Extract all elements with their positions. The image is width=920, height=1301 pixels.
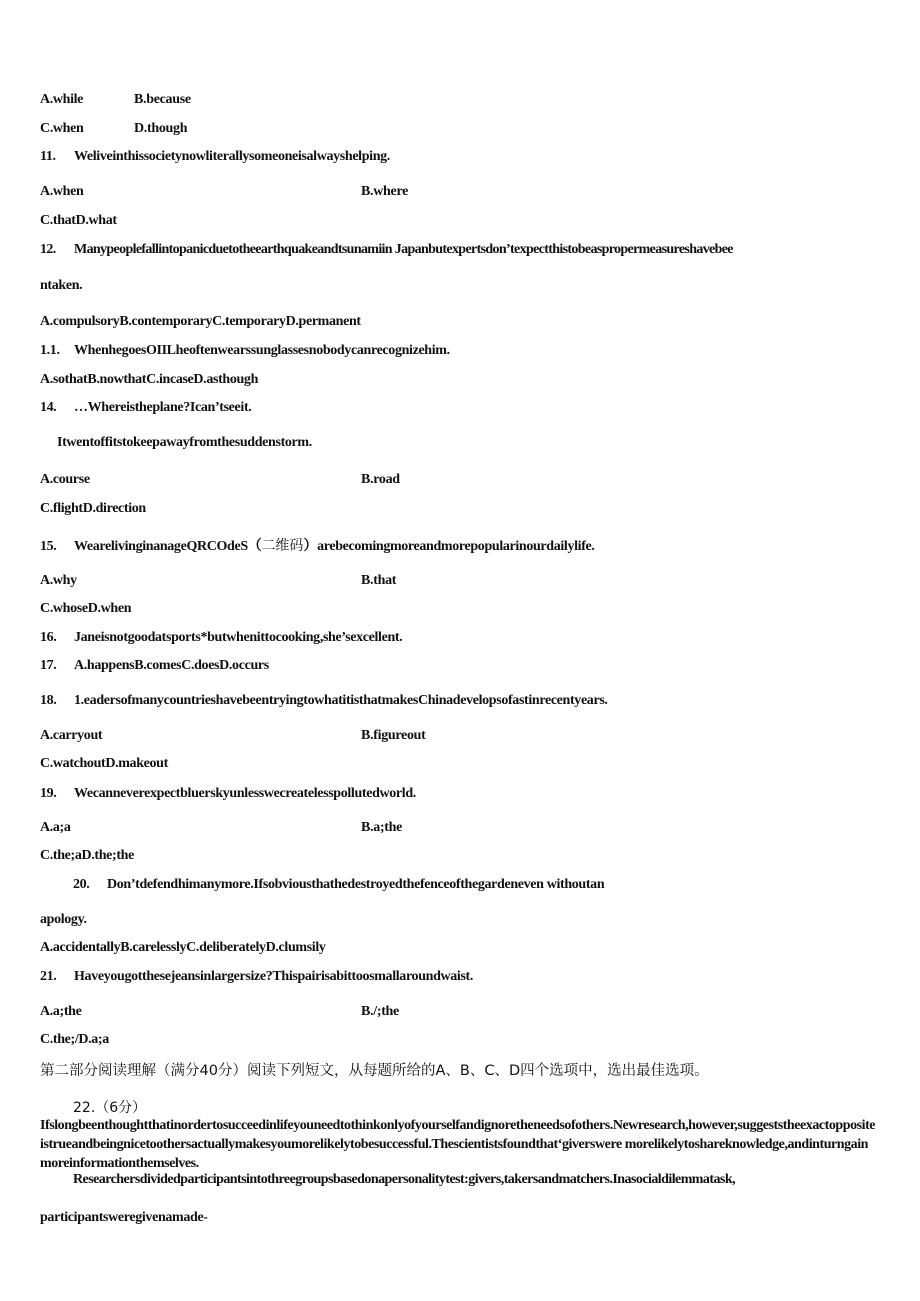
passage-number: 22.（6分）: [73, 1100, 147, 1116]
q12-options: A.compulsoryB.contemporaryC.temporaryD.permanent: [40, 314, 361, 329]
q11-text: Weliveinthissocietynowliterallysomeoneisalwayshelping.: [74, 149, 390, 164]
q15-option-a: A.why: [40, 573, 77, 588]
passage-paragraph-1: Ifslongbeenthoughtthatinordertosucceedinlifeyouneedtothinkonlyofyourselfandignoretheneedsofothers.Newresearch,however,suggeststheexactoppositeistrueandbeingnicetoothersactuallymakesyoumorelikelytobesuccessful.Thescientistsfoundthat‘giverswere morelikelytoshareknowledge,andinturngainmoreinformationthemselves.: [40, 1118, 876, 1171]
q18-text: 1.eadersofmanycountrieshavebeentryingtowhatitisthatmakesChinadevelopsofastinrecentyears.: [74, 693, 608, 708]
q18-option-a: A.carryout: [40, 728, 103, 743]
q11-number: 11.: [40, 149, 56, 164]
q15-text-pre: WearelivinginanageQRCOdeS（: [74, 539, 262, 554]
q20-text-line2: apology.: [40, 912, 87, 927]
q12-text-line1: Manypeoplefallintopanicduetotheearthquakeandtsunamiin Japanbutexpertsdon’texpectthistobeaspropermeasureshavebee: [74, 242, 733, 257]
q13-number: 1.1.: [40, 343, 60, 358]
q19-option-a: A.a;a: [40, 820, 71, 835]
q21-number: 21.: [40, 969, 57, 984]
q16-question: [40, 630, 402, 646]
q19-number: 19.: [40, 786, 57, 801]
q16-number: 16.: [40, 630, 57, 645]
q12-number: 12.: [40, 242, 56, 257]
q21-options-cd: C.the;/D.a;a: [40, 1032, 109, 1047]
q15-text-post: ）arebecomingmoreandmorepopularinourdailylife.: [303, 539, 595, 554]
q10-option-a: A.while: [40, 92, 84, 107]
q11-question: [40, 149, 390, 165]
q18-option-b: B.figureout: [361, 728, 426, 743]
q17-question: [40, 658, 269, 674]
q15-options-cd: C.whoseD.when: [40, 601, 132, 616]
q14-option-b: B.road: [361, 472, 400, 487]
q10-option-c: C.when: [40, 121, 84, 136]
q15-question: [40, 535, 595, 555]
q17-number: 17.: [40, 658, 57, 673]
q14-reply: Itwentoffitstokeepawayfromthesuddenstorm.: [57, 435, 312, 450]
q14-options-cd: C.flightD.direction: [40, 501, 146, 516]
q15-text-chinese: 二维码: [261, 538, 304, 554]
q19-option-b: B.a;the: [361, 820, 403, 835]
q12-question: [40, 242, 733, 258]
q14-number: 14.: [40, 400, 57, 415]
q11-option-a: A.when: [40, 184, 84, 199]
q14-question: [40, 400, 251, 416]
q14-option-a: A.course: [40, 472, 90, 487]
q17-text: A.happensB.comesC.doesD.occurs: [74, 658, 269, 673]
q20-number: 20.: [73, 877, 90, 892]
q15-option-b: B.that: [361, 573, 397, 588]
q19-question: [40, 786, 416, 802]
passage-paragraph-2: Researchersdividedparticipantsintothreegroupsbasedonapersonalitytest:givers,takersandmatchers.Inasocialdilemmatask,: [73, 1172, 736, 1187]
q10-option-b: B.because: [134, 92, 191, 107]
q21-text: Haveyougotthesejeansinlargersize?Thispairisabittoosmallaroundwaist.: [74, 969, 474, 984]
q20-question: [73, 877, 604, 893]
section-heading: 第二部分阅读理解（满分40分）阅读下列短文，从每题所给的A、B、C、D四个选项中，选出最佳选项。: [40, 1063, 709, 1079]
q18-options-cd: C.watchoutD.makeout: [40, 756, 168, 771]
q16-text: Janeisnotgoodatsports*butwhenittocooking,she’sexcellent.: [74, 630, 403, 645]
q18-question: [40, 693, 608, 709]
q13-text: WhenhegoesOIILheoftenwearssunglassesnobodycanrecognizehim.: [74, 343, 450, 358]
q18-number: 18.: [40, 693, 57, 708]
q20-options: A.accidentallyB.carelesslyC.deliberatelyD.clumsily: [40, 940, 326, 955]
q12-text-line2: ntaken.: [40, 278, 83, 293]
q14-text: …Whereistheplane?Ican’tseeit.: [74, 400, 252, 415]
q20-text-line1: Don’tdefendhimanymore.Ifsobviousthathedestroyedthefenceofthegardeneven withoutan: [107, 877, 605, 892]
passage-paragraph-3: participantsweregivenamade-: [40, 1210, 208, 1225]
q19-options-cd: C.the;aD.the;the: [40, 848, 134, 863]
q13-question: [40, 343, 450, 359]
q19-text: Wecanneverexpectbluerskyunlesswecreatelesspollutedworld.: [74, 786, 416, 801]
q21-question: [40, 969, 473, 985]
q21-option-a: A.a;the: [40, 1004, 82, 1019]
q10-option-d: D.though: [134, 121, 188, 136]
q21-option-b: B./;the: [361, 1004, 399, 1019]
q15-number: 15.: [40, 539, 57, 554]
q13-options: A.sothatB.nowthatC.incaseD.asthough: [40, 372, 259, 387]
q11-option-b: B.where: [361, 184, 409, 199]
q11-options-cd: C.thatD.what: [40, 213, 117, 228]
